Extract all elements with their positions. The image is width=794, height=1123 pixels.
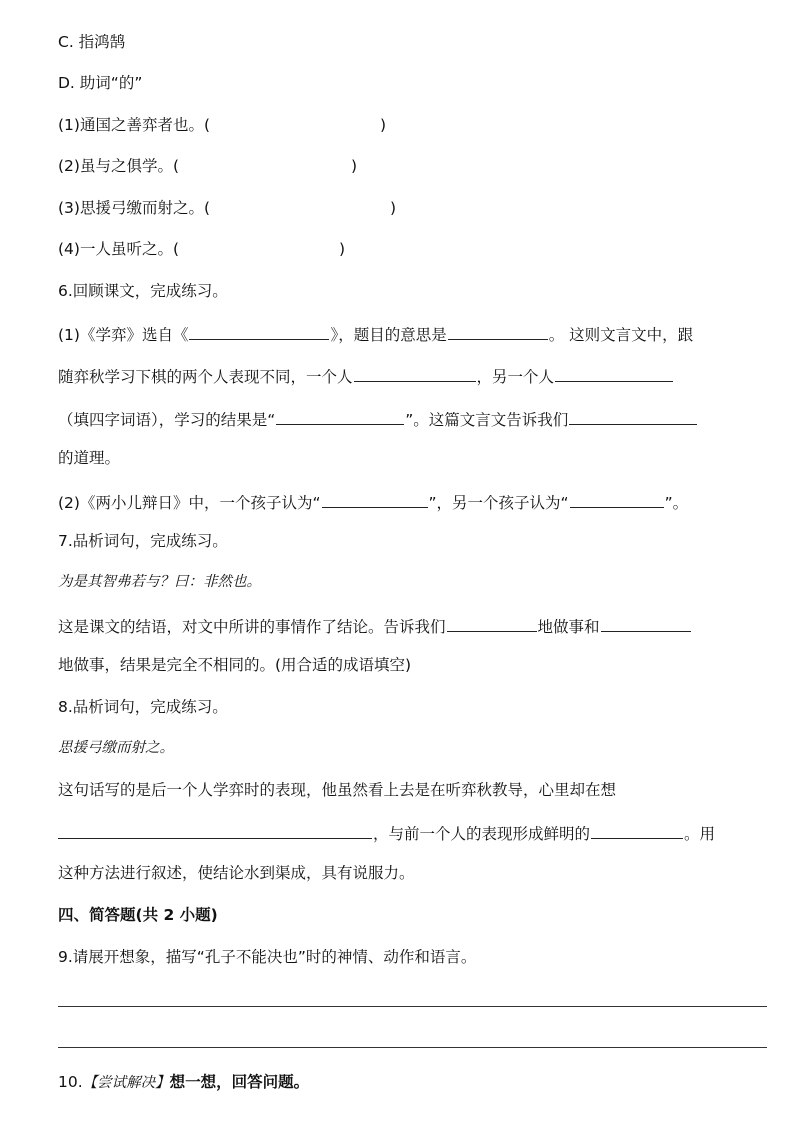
text-segment: ”。 xyxy=(664,494,689,512)
section-4-heading xyxy=(58,904,768,926)
question-8-line2 xyxy=(58,820,768,845)
text-segment: 这是课文的结语，对文中所讲的事情作了结论。告诉我们 xyxy=(58,618,446,636)
question-8-text: 8.品析词句，完成练习。 xyxy=(58,698,228,716)
text-segment: (1)《学弈》选自《 xyxy=(58,326,189,344)
answer-line-1[interactable] xyxy=(58,1006,767,1007)
question-7-quote xyxy=(58,571,768,593)
section-title: 四、简答题(共 2 小题) xyxy=(58,906,218,924)
question-9-text: 9.请展开想象，描写“孔子不能决也”时的神情、动作和语言。 xyxy=(58,948,477,966)
blank-contrast[interactable] xyxy=(591,820,683,839)
text-segment: ”，另一个孩子认为“ xyxy=(428,494,569,512)
text-segment: (2)《两小儿辩日》中，一个孩子认为“ xyxy=(58,494,321,512)
close-paren: ) xyxy=(339,240,346,258)
question-8-quote xyxy=(58,737,768,759)
question-5-1 xyxy=(58,114,768,136)
blank-first-person[interactable] xyxy=(354,363,476,382)
close-paren: ) xyxy=(351,157,358,175)
blank-thought[interactable] xyxy=(58,820,372,839)
answer-line-2[interactable] xyxy=(58,1047,767,1048)
question-6-1-line1 xyxy=(58,321,768,346)
option-d-text: D. 助词“的” xyxy=(58,74,143,92)
quote-text: 为是其智弗若与？曰：非然也。 xyxy=(58,574,261,590)
text-segment: 地做事，结果是完全不相同的。(用合适的成语填空) xyxy=(58,656,412,674)
text-segment: （填四字词语），学习的结果是“ xyxy=(58,411,276,429)
blank-result[interactable] xyxy=(276,406,404,425)
quote-text: 思援弓缴而射之。 xyxy=(58,740,174,756)
question-8-line1 xyxy=(58,779,768,801)
question-10 xyxy=(58,1071,768,1094)
question-5-1-text: (1)通国之善弈者也。( xyxy=(58,116,211,134)
question-5-2 xyxy=(58,155,768,177)
text-segment: ，另一个人 xyxy=(476,368,555,386)
blank-idiom-two[interactable] xyxy=(601,613,691,632)
text-segment: 。用 xyxy=(684,825,716,843)
text-segment: 地做事和 xyxy=(537,618,600,636)
blank-child-one[interactable] xyxy=(322,489,428,508)
blank-second-person[interactable] xyxy=(555,363,673,382)
option-c xyxy=(58,31,768,53)
blank-lesson[interactable] xyxy=(569,406,697,425)
blank-source-book[interactable] xyxy=(189,321,329,340)
text-segment: 。 这则文言文中，跟 xyxy=(548,326,694,344)
blank-child-two[interactable] xyxy=(570,489,664,508)
text-segment: 这种方法进行叙述，使结论水到渠成，具有说服力。 xyxy=(58,864,415,882)
question-8-line3 xyxy=(58,862,768,884)
option-d xyxy=(58,72,768,94)
close-paren: ) xyxy=(380,116,387,134)
question-number: 10. xyxy=(58,1073,83,1091)
option-c-text: C. 指鸿鹄 xyxy=(58,33,126,51)
question-6-2 xyxy=(58,489,768,514)
text-segment: 》，题目的意思是 xyxy=(330,326,447,344)
text-segment: 的道理。 xyxy=(58,449,121,467)
question-6-1-line2 xyxy=(58,363,768,388)
question-5-4 xyxy=(58,238,768,260)
text-segment: 这句话写的是后一个人学弈时的表现，他虽然看上去是在听弈秋教导，心里却在想 xyxy=(58,781,617,799)
question-6-heading xyxy=(58,280,768,302)
text-segment: ”。这篇文言文告诉我们 xyxy=(405,411,569,429)
question-5-2-text: (2)虽与之俱学。( xyxy=(58,157,180,175)
question-6-1-line3 xyxy=(58,406,768,431)
question-7-line2 xyxy=(58,654,768,676)
blank-title-meaning[interactable] xyxy=(448,321,548,340)
question-5-4-text: (4)一人虽听之。( xyxy=(58,240,180,258)
question-6-text: 6.回顾课文，完成练习。 xyxy=(58,282,228,300)
question-7-text: 7.品析词句，完成练习。 xyxy=(58,532,228,550)
question-8-heading xyxy=(58,696,768,718)
question-9 xyxy=(58,946,768,968)
blank-idiom-one[interactable] xyxy=(447,613,537,632)
question-tag: 【尝试解决】 xyxy=(82,1075,170,1091)
text-segment: 随弈秋学习下棋的两个人表现不同，一个人 xyxy=(58,368,353,386)
text-segment: ，与前一个人的表现形成鲜明的 xyxy=(373,825,591,843)
question-5-3 xyxy=(58,197,768,219)
question-10-text: 想一想，回答问题。 xyxy=(169,1073,310,1091)
question-6-1-line4 xyxy=(58,447,768,469)
question-7-heading xyxy=(58,530,768,552)
question-5-3-text: (3)思援弓缴而射之。( xyxy=(58,199,211,217)
close-paren: ) xyxy=(390,199,397,217)
question-7-line1 xyxy=(58,613,768,638)
